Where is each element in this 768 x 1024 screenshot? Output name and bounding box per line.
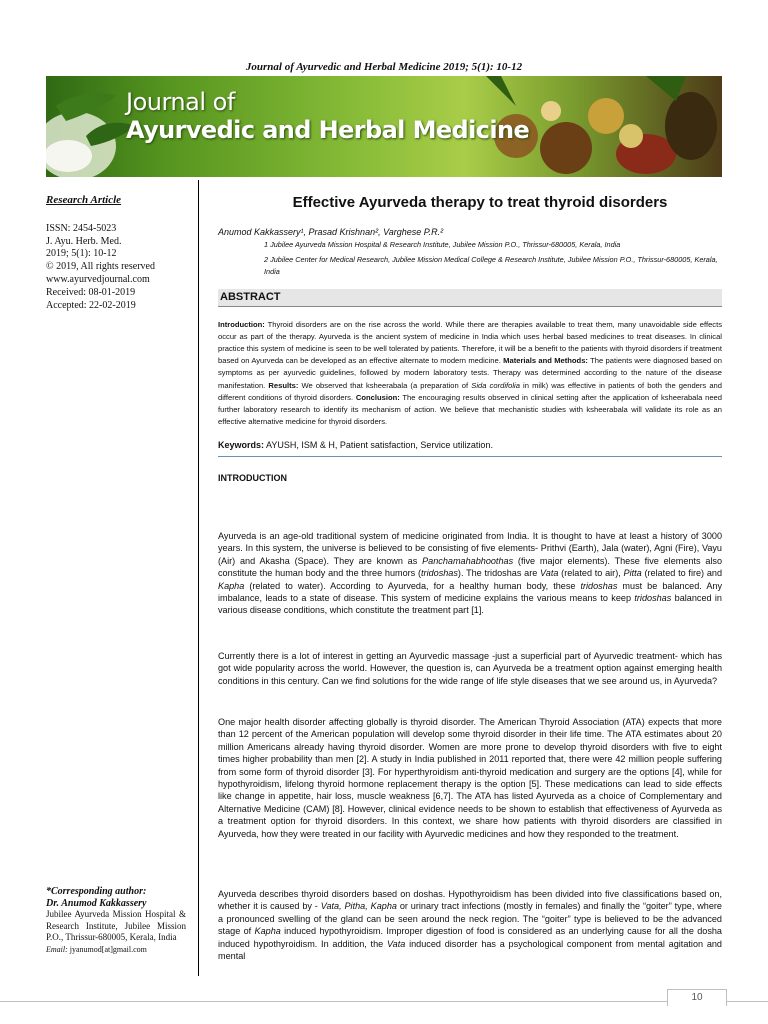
- journal-banner: [46, 76, 722, 177]
- intro-paragraph-3: One major health disorder affecting globally is thyroid disorder. The American Thyroid Association (ATA) expects that more than 12 percent of the American population will develop some thyroid disorder in their life time. The ATA estimates about 20 million Americans already having thyroid disorder. Women are more prone to develop thyroid disorders with five to eight times higher probability than men [2]. A study in India published in 2011 reported that, there were 42 million people suffering from some form of thyroid disorder [3]. For hyperthyroidism anti-thyroid medication and surgery are the options [4], while for hypothyroidism, lifelong thyroid hormone replacement therapy is the option [5]. These medications can lead to side effects like change in appetite, hair loss, muscle weakness [6,7]. The ATA has listed Ayurveda as a choice of Complementary and Alternative Medicine (CAM) [8]. However, clinical evidence needs to be shown to establish that effectiveness of Ayurveda as a treatment option for thyroid disorders. In this context, we share how patients with thyroid disorders are classified in Ayurveda, how they were treated in our facility with Ayurvedic medicines and how they responded to the treatment.: [218, 717, 722, 839]
- article-meta: [46, 223, 186, 313]
- keywords: [218, 440, 722, 457]
- meta-received: Received: 08-01-2019: [46, 286, 136, 298]
- keywords-label: Keywords:: [218, 440, 265, 451]
- column-divider: [198, 180, 199, 976]
- meta-volume: 2019; 5(1): 10-12: [46, 248, 117, 260]
- keywords-list: AYUSH, ISM & H, Patient satisfaction, Service utilization.: [264, 440, 493, 451]
- email-address[interactable]: jyanumod[at]gmail.com: [69, 944, 147, 954]
- article-main: [218, 194, 723, 962]
- banner-title-line2: Ayurvedic and Herbal Medicine: [126, 116, 530, 144]
- corresponding-affiliation: Jubilee Ayurveda Mission Hospital & Research Institute, Jubilee Mission P.O., Thrissur-680005, Kerala, India: [46, 909, 186, 943]
- meta-journal-abbrev: J. Ayu. Herb. Med.: [46, 235, 122, 247]
- abstract-heading: ABSTRACT: [218, 289, 722, 307]
- article-type: Research Article: [46, 194, 122, 206]
- author-affiliation-1: 1 Jubilee Ayurveda Mission Hospital & Research Institute, Jubilee Mission P.O., Thrissur-680005, Kerala, India: [264, 240, 621, 249]
- journal-citation: Journal of Ayurvedic and Herbal Medicine 2019; 5(1): 10-12: [245, 61, 523, 73]
- author-affiliation-2: 2 Jubilee Center for Medical Research, Jubilee Mission Medical College & Research Institute, Jubilee Mission P.O., Thrissur-680005, Kerala, India: [264, 254, 718, 276]
- corresponding-name: Dr. Anumod Kakkassery: [46, 897, 147, 909]
- footer-rule: [0, 1001, 768, 1002]
- page-number: 10: [667, 989, 727, 1006]
- introduction-heading: INTRODUCTION: [218, 473, 287, 484]
- meta-accepted: Accepted: 22-02-2019: [46, 299, 136, 311]
- corresponding-author: [46, 886, 186, 956]
- meta-website[interactable]: www.ayurvedjournal.com: [46, 273, 150, 285]
- corresponding-email-line: [46, 944, 186, 956]
- intro-paragraph-1: Ayurveda is an age-old traditional system of medicine originated from India. It is thought to have at least a history of 3000 years. In this system, the universe is believed to be consisting of five elements- Prithvi (Earth), Jala (water), Agni (Fire), Vayu (Air) and Akasha (Space). They are known as Panchamahabhoothas (five major elements). These five elements also constitute the human body and the three humors (tridoshas). The tridoshas are Vata (related to air), Pitta (related to fire) and Kapha (related to water). According to Ayurveda, for a healthy human body, these tridoshas must be balanced. Any imbalance, leads to a state of disease. This system of medicine explains the various means to keep tridoshas balanced in various disease conditions, which constitute the treatment part [1].: [218, 531, 723, 616]
- article-authors: Anumod Kakkassery¹, Prasad Krishnan², Varghese P.R.²: [218, 227, 444, 237]
- meta-issn: ISSN: 2454-5023: [46, 222, 117, 234]
- email-label: Email:: [46, 944, 68, 954]
- meta-copyright: © 2019, All rights reserved: [46, 261, 155, 273]
- corresponding-heading: *Corresponding author:: [46, 886, 147, 897]
- article-sidebar: [46, 194, 186, 312]
- abstract-text: Introduction: Thyroid disorders are on the rise across the world. While there are therapies available to treat them, many unavoidable side effects occur as part of the therapy. Ayurveda is the ancient system of medicine in India which uses herbal based medicines to treat diseases. In clinical practice this system of medicine is seen to be well tolerated by patients. Therefore, it will be a benefit to the patients with thyroid disorders if treatment based on Ayurveda can be developed as an effective alternate to modern medicine. Materials and Methods: The patients were diagnosed based on symptoms as per ayurvedic guidelines, followed by modern laboratory tests. Therapy was determined according to the nature of the disease manifestation. Results: We observed that ksheerabala (a preparation of Sida cordifolia in milk) was effective in patients of both the genders and different conditions of thyroid disorders. Conclusion: The encouraging results observed in clinical setting after the application of ksheerabala need further laboratory research to identify its mechanism of action. We believe that mechanistic studies with ksheerabala will validate its role as an effective alternative medicine for thyroid disorders.: [218, 319, 722, 427]
- intro-paragraph-2: Currently there is a lot of interest in getting an Ayurvedic massage -just a superficial part of Ayurvedic treatment- which has got wide popularity across the world. However, the question is, can Ayurveda be a treatment option against emerging health conditions in this century. Can we find solutions for the wide range of life style diseases that we see around us, in Ayurveda?: [218, 651, 722, 686]
- banner-title-line1: Journal of: [126, 88, 235, 116]
- intro-paragraph-4: Ayurveda describes thyroid disorders based on doshas. Hypothyroidism has been divided into five classifications based on, whether it is caused by - Vata, Pitha, Kapha or urinary tract infections (mostly in females) and finally the “goiter” type, where a pronounced swelling of the gland can be seen around the neck region. The “goiter” type is believed to be the advanced stage of Kapha induced hypothyroidism. Improper digestion of food is considered as an underlying cause for all the dosha induced hypothyroidism. In addition, the Vata induced disorder has a psychological component from mental agitation and mental: [218, 889, 722, 962]
- article-title: Effective Ayurveda therapy to treat thyroid disorders: [292, 194, 668, 211]
